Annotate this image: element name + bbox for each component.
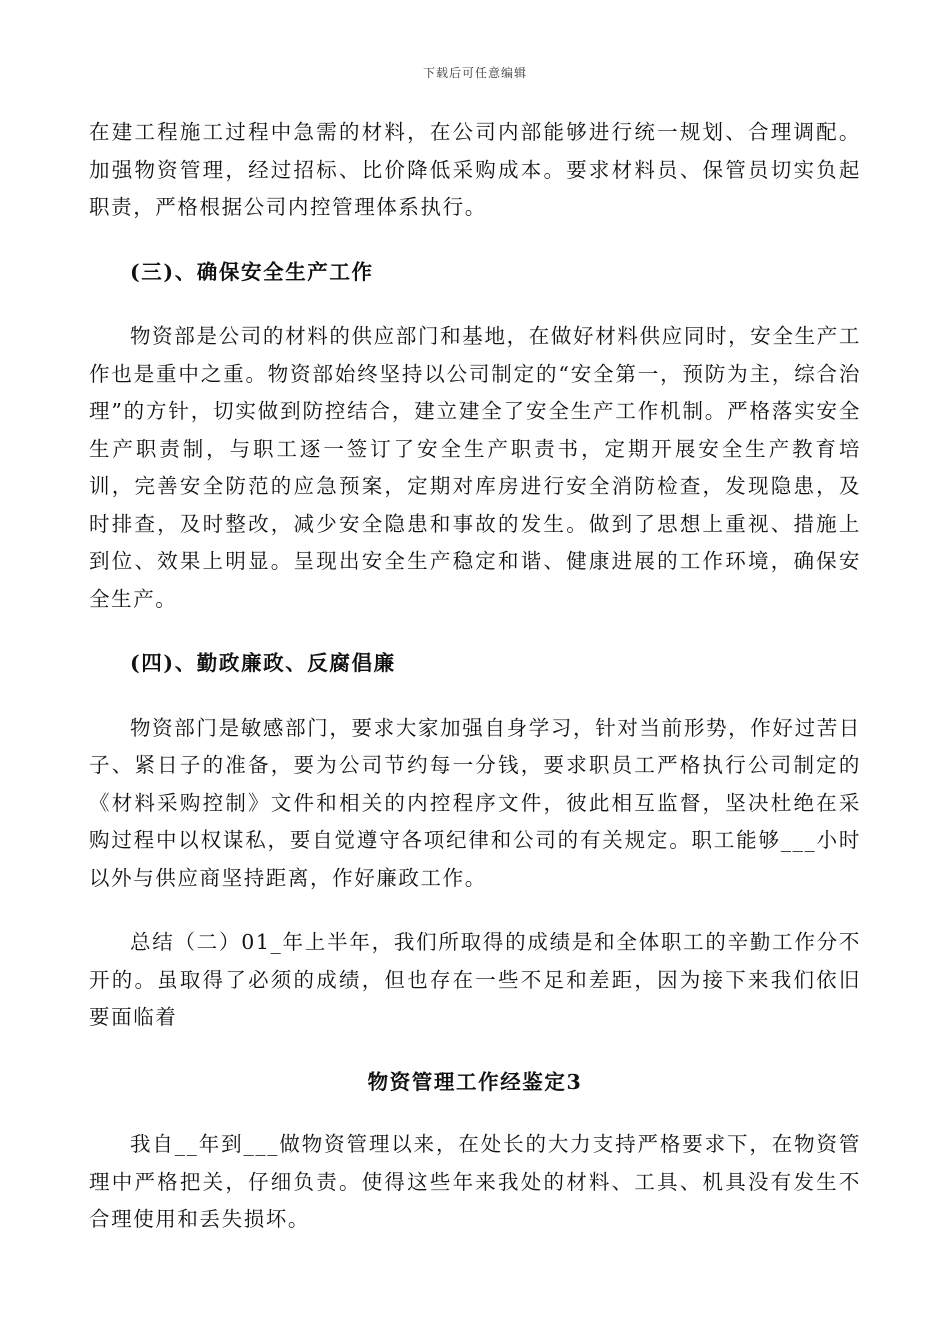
- section-heading-safety: (三)、确保安全生产工作: [130, 259, 374, 284]
- page-header-note: 下载后可任意编辑: [422, 66, 527, 80]
- document-body: [89, 114, 861, 1239]
- document-title: 物资管理工作经鉴定3: [367, 1069, 583, 1094]
- paragraph-summary: 总结（二）01_年上半年，我们所取得的成绩是和全体职工的辛勤工作分不开的。虽取得了必须的成绩，但也存在一些不足和差距，因为接下来我们依旧要面临着: [89, 930, 861, 1029]
- paragraph-safety: 物资部是公司的材料的供应部门和基地，在做好材料供应同时，安全生产工作也是重中之重。物资部始终坚持以公司制定的“安全第一，预防为主，综合治理”的方针，切实做到防控结合，建立建全了安全生产工作机制。严格落实安全生产职责制，与职工逐一签订了安全生产职责书，定期开展安全生产教育培训，完善安全防范的应急预案，定期对库房进行安全消防检查，发现隐患，及时排查，及时整改，减少安全隐患和事故的发生。做到了思想上重视、措施上到位、效果上明显。呈现出安全生产稳定和谐、健康进展的工作环境，确保安全生产。: [89, 324, 861, 611]
- paragraph-integrity: 物资部门是敏感部门，要求大家加强自身学习，针对当前形势，作好过苦日子、紧日子的准备，要为公司节约每一分钱，要求职员工严格执行公司制定的《材料采购控制》文件和相关的内控程序文件，彼此相互监督，坚决杜绝在采购过程中以权谋私，要自觉遵守各项纪律和公司的有关规定。职工能够___小时以外与供应商坚持距离，作好廉政工作。: [89, 715, 861, 890]
- section-heading-integrity: (四)、勤政廉政、反腐倡廉: [130, 651, 396, 675]
- paragraph-intro: 我自__年到___做物资管理以来，在处长的大力支持严格要求下，在物资管理中严格把关，仔细负责。使得这些年来我处的材料、工具、机具没有发生不合理使用和丢失损坏。: [89, 1132, 861, 1231]
- paragraph-materials: 在建工程施工过程中急需的材料，在公司内部能够进行统一规划、合理调配。加强物资管理，经过招标、比价降低采购成本。要求材料员、保管员切实负起职责，严格根据公司内控管理体系执行。: [89, 120, 861, 219]
